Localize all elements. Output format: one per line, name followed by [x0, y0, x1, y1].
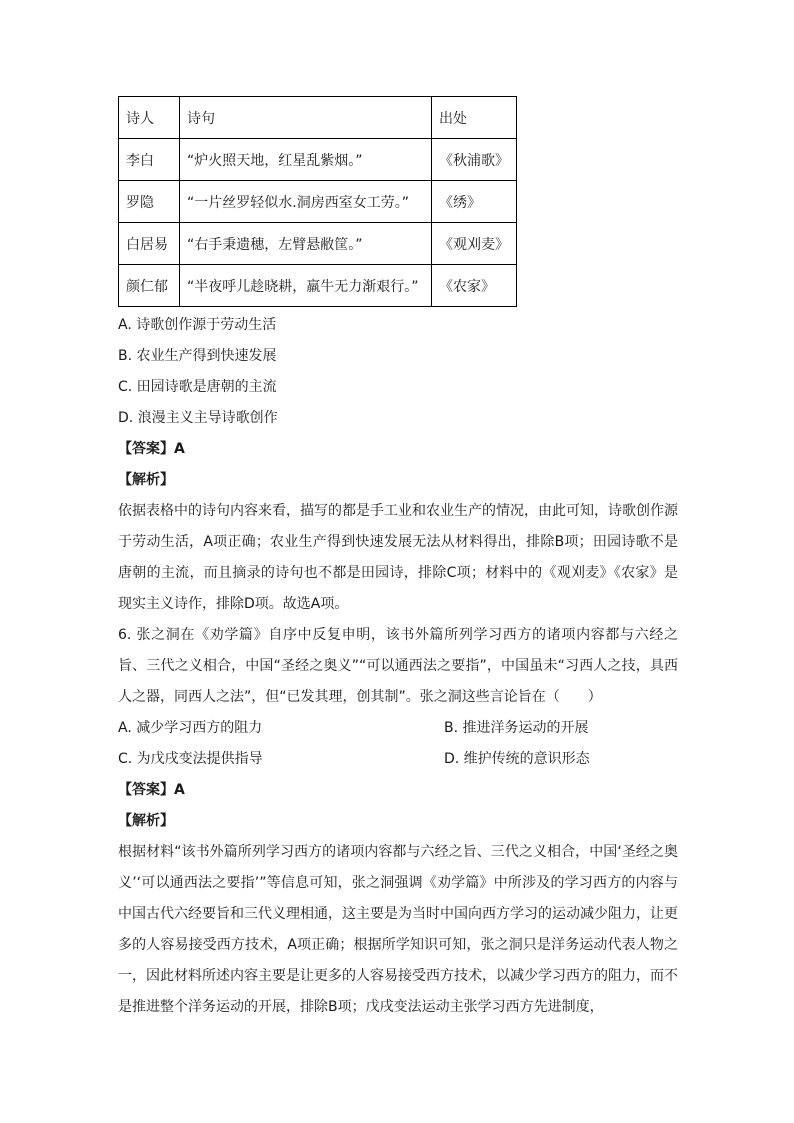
poems-table [118, 96, 517, 307]
q6-option-c: C. 为戊戌变法提供指导 [118, 751, 263, 767]
q6-answer: 【答案】A [118, 782, 185, 798]
cell-source: 《农家》 [432, 265, 517, 307]
table-row [119, 139, 517, 181]
cell-verse: “炉火照天地，红星乱紫烟。” [180, 139, 432, 181]
q6-options-row-1 [118, 713, 678, 744]
cell-poet: 李白 [119, 139, 180, 181]
header-verse: 诗句 [180, 97, 432, 139]
cell-verse: “右手秉遗穗，左臂悬敝筐。” [180, 223, 432, 265]
cell-source: 《观刈麦》 [432, 223, 517, 265]
cell-source: 《秋浦歌》 [432, 139, 517, 181]
q6-option-b: B. 推进洋务运动的开展 [444, 720, 589, 736]
cell-verse: “一片丝罗轻似水.洞房西室女工劳。” [180, 181, 432, 223]
q5-option-a: A. 诗歌创作源于劳动生活 [118, 317, 277, 333]
table-row [119, 181, 517, 223]
q5-analysis: 依据表格中的诗句内容来看，描写的都是手工业和农业生产的情况，由此可知，诗歌创作源于劳动生活，A项正确；农业生产得到快速发展无法从材料得出，排除B项；田园诗歌不是唐朝的主流，而且摘录的诗句也不都是田园诗，排除C项；材料中的《观刈麦》《农家》是现实主义诗作，排除D项。故选A项。 [118, 503, 678, 612]
table-row [119, 265, 517, 307]
q5-analysis-heading: 【解析】 [118, 472, 174, 488]
table-row [119, 223, 517, 265]
q6-options-row-2 [118, 744, 678, 775]
q5-option-b: B. 农业生产得到快速发展 [118, 348, 277, 364]
cell-poet: 罗隐 [119, 181, 180, 223]
cell-source: 《绣》 [432, 181, 517, 223]
q5-option-d: D. 浪漫主义主导诗歌创作 [118, 410, 278, 426]
question-content [118, 310, 678, 1023]
q6-stem: 6. 张之洞在《劝学篇》自序中反复申明，该书外篇所列学习西方的诸项内容都与六经之旨、三代之义相合，中国“圣经之奥义”“可以通西法之要指”，中国虽未“习西人之技，具西人之器，同西人之法”，但“已发其理，创其制”。张之洞这些言论旨在（ ） [118, 627, 678, 705]
cell-poet: 颜仁郁 [119, 265, 180, 307]
q5-answer: 【答案】A [118, 441, 185, 457]
q6-option-d: D. 维护传统的意识形态 [444, 751, 590, 767]
q5-option-c: C. 田园诗歌是唐朝的主流 [118, 379, 277, 395]
header-poet: 诗人 [119, 97, 180, 139]
cell-poet: 白居易 [119, 223, 180, 265]
q6-option-a: A. 减少学习西方的阻力 [118, 720, 263, 736]
q6-analysis: 根据材料“该书外篇所列学习西方的诸项内容都与六经之旨、三代之义相合，中国‘圣经之奥义’‘可以通西法之要指’”等信息可知，张之洞强调《劝学篇》中所涉及的学习西方的内容与中国古代六经要旨和三代义理相通，这主要是为当时中国向西方学习的运动减少阻力，让更多的人容易接受西方技术，A项正确；根据所学知识可知，张之洞只是洋务运动代表人物之一，因此材料所述内容主要是让更多的人容易接受西方技术，以减少学习西方的阻力，而不是推进整个洋务运动的开展，排除B项；戊戌变法运动主张学习西方先进制度， [118, 844, 678, 1015]
table-header-row [119, 97, 517, 139]
q6-analysis-heading: 【解析】 [118, 813, 174, 829]
cell-verse: “半夜呼儿趁晓耕，羸牛无力渐艰行。” [180, 265, 432, 307]
header-source: 出处 [432, 97, 517, 139]
